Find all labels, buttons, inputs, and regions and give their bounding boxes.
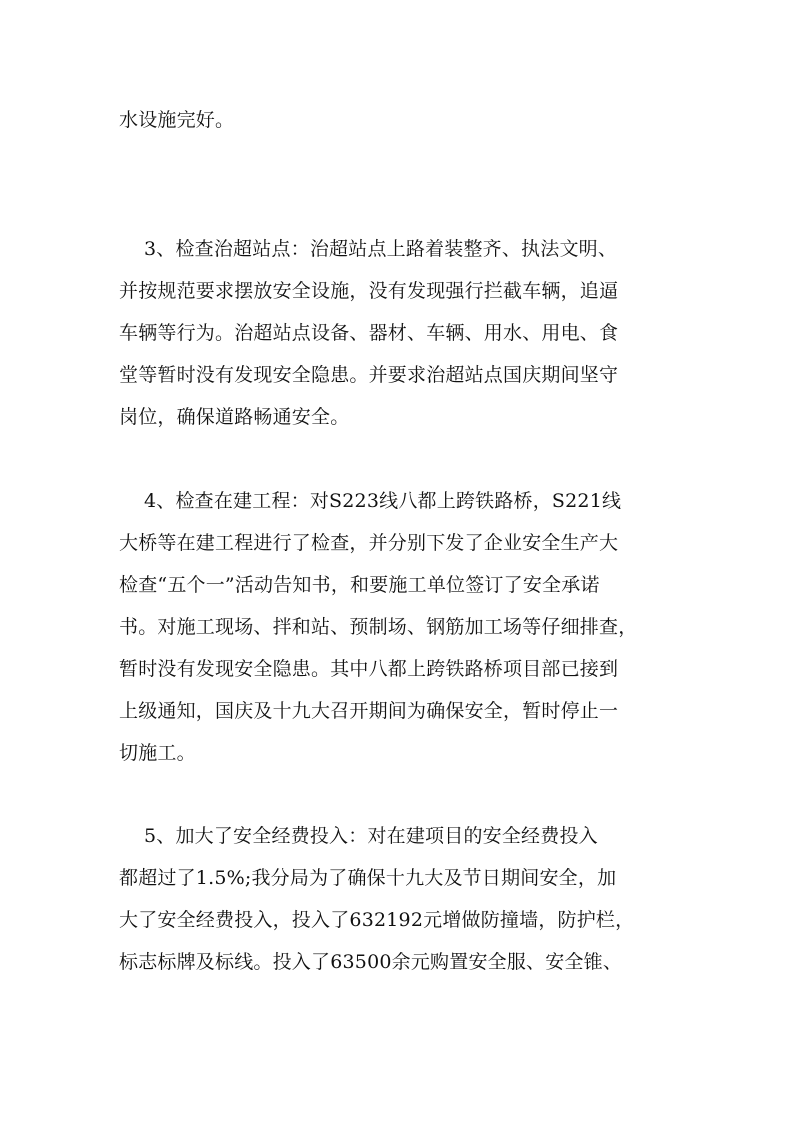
text-line: 堂等暂时没有发现安全隐患。并要求治超站点国庆期间坚守: [119, 364, 619, 386]
text-line: 暂时没有发现安全隐患。其中八都上跨铁路桥项目部已接到: [119, 658, 619, 680]
text-line: 车辆等行为。治超站点设备、器材、车辆、用水、用电、食: [119, 322, 619, 344]
text-line: 检查“五个一”活动告知书，和要施工单位签订了安全承诺: [119, 574, 600, 596]
text-line: 3、检查治超站点：治超站点上路着装整齐、执法文明、: [119, 238, 618, 260]
text-line: 书。对施工现场、拌和站、预制场、钢筋加工场等仔细排查，: [119, 616, 638, 638]
text-line: 切施工。: [119, 742, 196, 764]
text-line: 大了安全经费投入，投入了632192元增做防撞墙，防护栏，: [119, 909, 635, 931]
text-line: 标志标牌及标线。投入了63500余元购置安全服、安全锥、: [119, 951, 623, 973]
text-line: 5、加大了安全经费投入：对在建项目的安全经费投入: [119, 825, 598, 847]
text-line: 上级通知，国庆及十九大召开期间为确保安全，暂时停止一: [119, 700, 619, 722]
paragraph-item-3: [119, 228, 689, 438]
text-line: 并按规范要求摆放安全设施，没有发现强行拦截车辆，追逼: [119, 280, 619, 302]
text-line: 大桥等在建工程进行了检查，并分别下发了企业安全生产大: [119, 532, 619, 554]
paragraph-continuation: [119, 99, 689, 141]
text-line: 水设施完好。: [119, 109, 235, 131]
text-line: 都超过了1.5%;我分局为了确保十九大及节日期间安全，加: [119, 867, 617, 889]
text-line: 4、检查在建工程：对S223线八都上跨铁路桥，S221线: [119, 490, 622, 512]
paragraph-item-5: [119, 815, 689, 983]
text-line: 岗位，确保道路畅通安全。: [119, 406, 350, 428]
paragraph-item-4: [119, 480, 689, 774]
